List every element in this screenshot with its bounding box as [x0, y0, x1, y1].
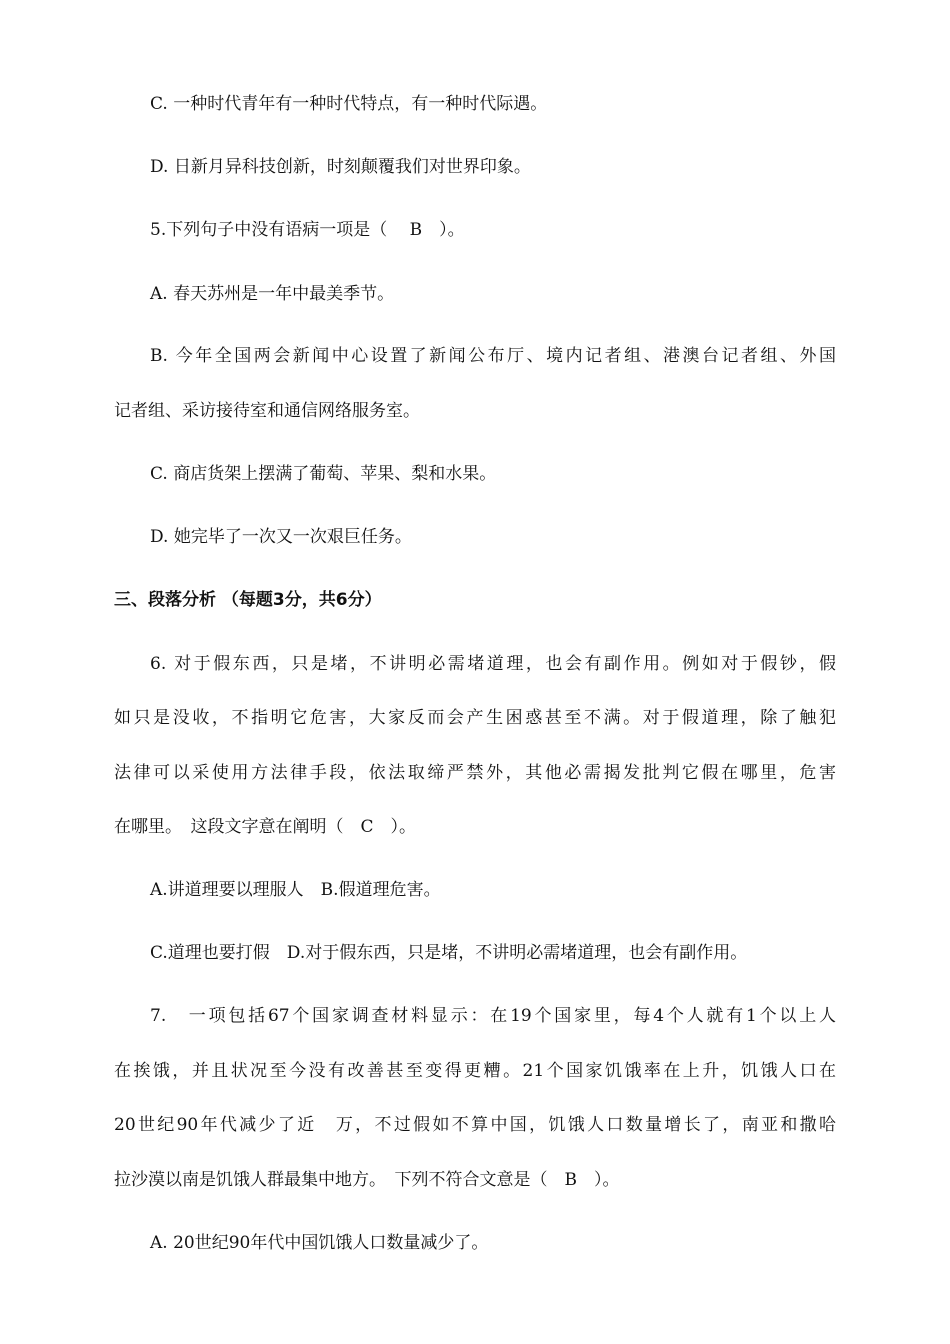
q6-line2: 如只是没收，不指明它危害，大家反而会产生困惑甚至不满。对于假道理，除了触犯 — [114, 708, 836, 728]
q6-line3: 法律可以采使用方法律手段，依法取缔严禁外，其他必需揭发批判它假在哪里，危害 — [114, 763, 836, 783]
q5-option-c: C. 商店货架上摆满了葡萄、苹果、梨和水果。 — [150, 464, 497, 484]
q7-option-a: A. 20世纪90年代中国饥饿人口数量减少了。 — [150, 1233, 489, 1253]
q5-option-a: A. 春天苏州是一年中最美季节。 — [150, 284, 395, 304]
q7-line4: 拉沙漠以南是饥饿人群最集中地方。 下列不符合文意是（ B ）。 — [114, 1170, 620, 1190]
q4-option-c: C. 一种时代青年有一种时代特点，有一种时代际遇。 — [150, 94, 548, 114]
q4-option-d: D. 日新月异科技创新，时刻颠覆我们对世界印象。 — [150, 157, 531, 177]
q7-line1: 7. 一项包括67个国家调查材料显示：在19个国家里，每4个人就有1个以上人 — [150, 1006, 836, 1026]
q7-line3: 20世纪90年代减少了近 万，不过假如不算中国，饥饿人口数量增长了，南亚和撒哈 — [114, 1115, 836, 1135]
q7-line2: 在挨饿，并且状况至今没有改善甚至变得更糟。21个国家饥饿率在上升，饥饿人口在 — [114, 1061, 836, 1081]
q5-option-b-line2: 记者组、采访接待室和通信网络服务室。 — [114, 401, 420, 421]
q5-stem: 5.下列句子中没有语病一项是（ B ）。 — [150, 220, 465, 240]
q6-line1: 6. 对于假东西，只是堵，不讲明必需堵道理，也会有副作用。例如对于假钞，假 — [150, 654, 836, 674]
q6-line4: 在哪里。 这段文字意在阐明（ C ）。 — [114, 817, 417, 837]
q6-options-ab: A.讲道理要以理服人 B.假道理危害。 — [150, 880, 441, 900]
q5-option-d: D. 她完毕了一次又一次艰巨任务。 — [150, 527, 412, 547]
section-3-heading: 三、段落分析 （每题3分，共6分） — [114, 590, 382, 610]
q5-option-b-line1: B. 今年全国两会新闻中心设置了新闻公布厅、境内记者组、港澳台记者组、外国 — [150, 346, 836, 366]
q6-options-cd: C.道理也要打假 D.对于假东西，只是堵，不讲明必需堵道理，也会有副作用。 — [150, 943, 748, 963]
